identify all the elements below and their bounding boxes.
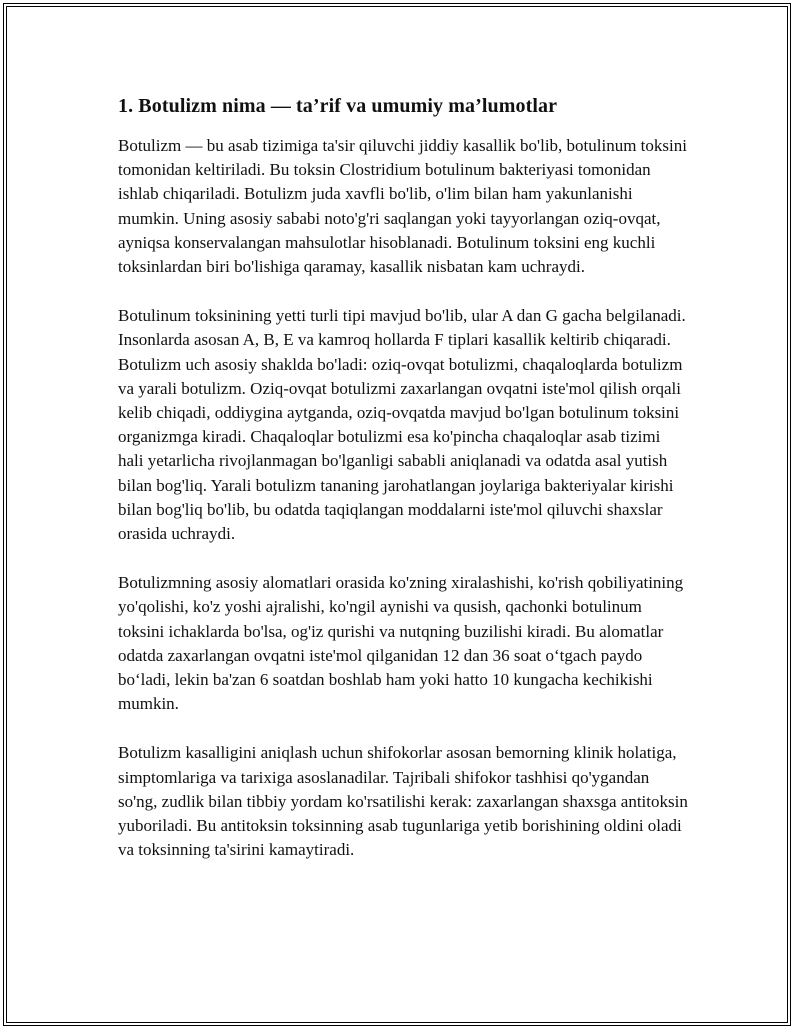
document-body (118, 92, 688, 887)
paragraph-types: Botulinum toksinining yetti turli tipi mavjud bo'lib, ular A dan G gacha belgilanadi. Insonlarda asosan A, B, E va kamroq hollarda F tiplari kasallik keltirib chiqaradi. Botulizm uch asosiy shaklda bo'ladi: oziq-ovqat botulizmi, chaqaloqlarda botulizm va yarali botulizm. Oziq-ovqat botulizmi zaxarlangan ovqatni iste'mol qilish orqali kelib chiqadi, oddiygina aytganda, oziq-ovqatda mavjud bo'lgan botulinum toksini organizmga kiradi. Chaqaloqlar botulizmi esa ko'pincha chaqaloqlar asab tizimi hali yetarlicha rivojlanmagan bo'lganligi sababli aniqlanadi va odatda asal yutish bilan bog'liq. Yarali botulizm tananing jarohatlangan joylariga bakteriyalar kirishi bilan bog'liq bo'lib, bu odatda taqiqlangan moddalarni iste'mol qiluvchi shaxslar orasida uchraydi. (118, 306, 686, 544)
paragraph-symptoms: Botulizmning asosiy alomatlari orasida ko'zning xiralashishi, ko'rish qobiliyatining yo'qolishi, ko'z yoshi ajralishi, ko'ngil aynishi va qusish, qachonki botulinum toksini ichaklarda bo'lsa, og'iz qurishi va nutqning buzilishi kiradi. Bu alomatlar odatda zaxarlangan ovqatni iste'mol qilganidan 12 dan 36 soat o‘tgach paydo bo‘ladi, lekin ba'zan 6 soatdan boshlab ham yoki hatto 10 kungacha kechikishi mumkin. (118, 573, 684, 714)
section-heading: 1. Botulizm nima — ta’rif va umumiy ma’lumotlar (118, 95, 558, 117)
paragraph-definition: Botulizm — bu asab tizimiga ta'sir qiluvchi jiddiy kasallik bo'lib, botulinum toksini tomonidan keltiriladi. Bu toksin Clostridium botulinum bakteriyasi tomonidan ishlab chiqariladi. Botulizm juda xavfli bo'lib, o'lim bilan ham yakunlanishi mumkin. Uning asosiy sababi noto'g'ri saqlangan yoki tayyorlangan oziq-ovqat, ayniqsa konservalangan mahsulotlar hisoblanadi. Botulinum toksini eng kuchli toksinlardan biri bo'lishiga qaramay, kasallik nisbatan kam uchraydi. (118, 136, 687, 277)
paragraph-diagnosis: Botulizm kasalligini aniqlash uchun shifokorlar asosan bemorning klinik holatiga, simptomlariga va tarixiga asoslanadilar. Tajribali shifokor tashhisi qo'ygandan so'ng, zudlik bilan tibbiy yordam ko'rsatilishi kerak: zaxarlangan shaxsga antitoksin yuboriladi. Bu antitoksin toksinning asab tugunlariga yetib borishining oldini oladi va toksinning ta'sirini kamaytiradi. (118, 743, 688, 860)
